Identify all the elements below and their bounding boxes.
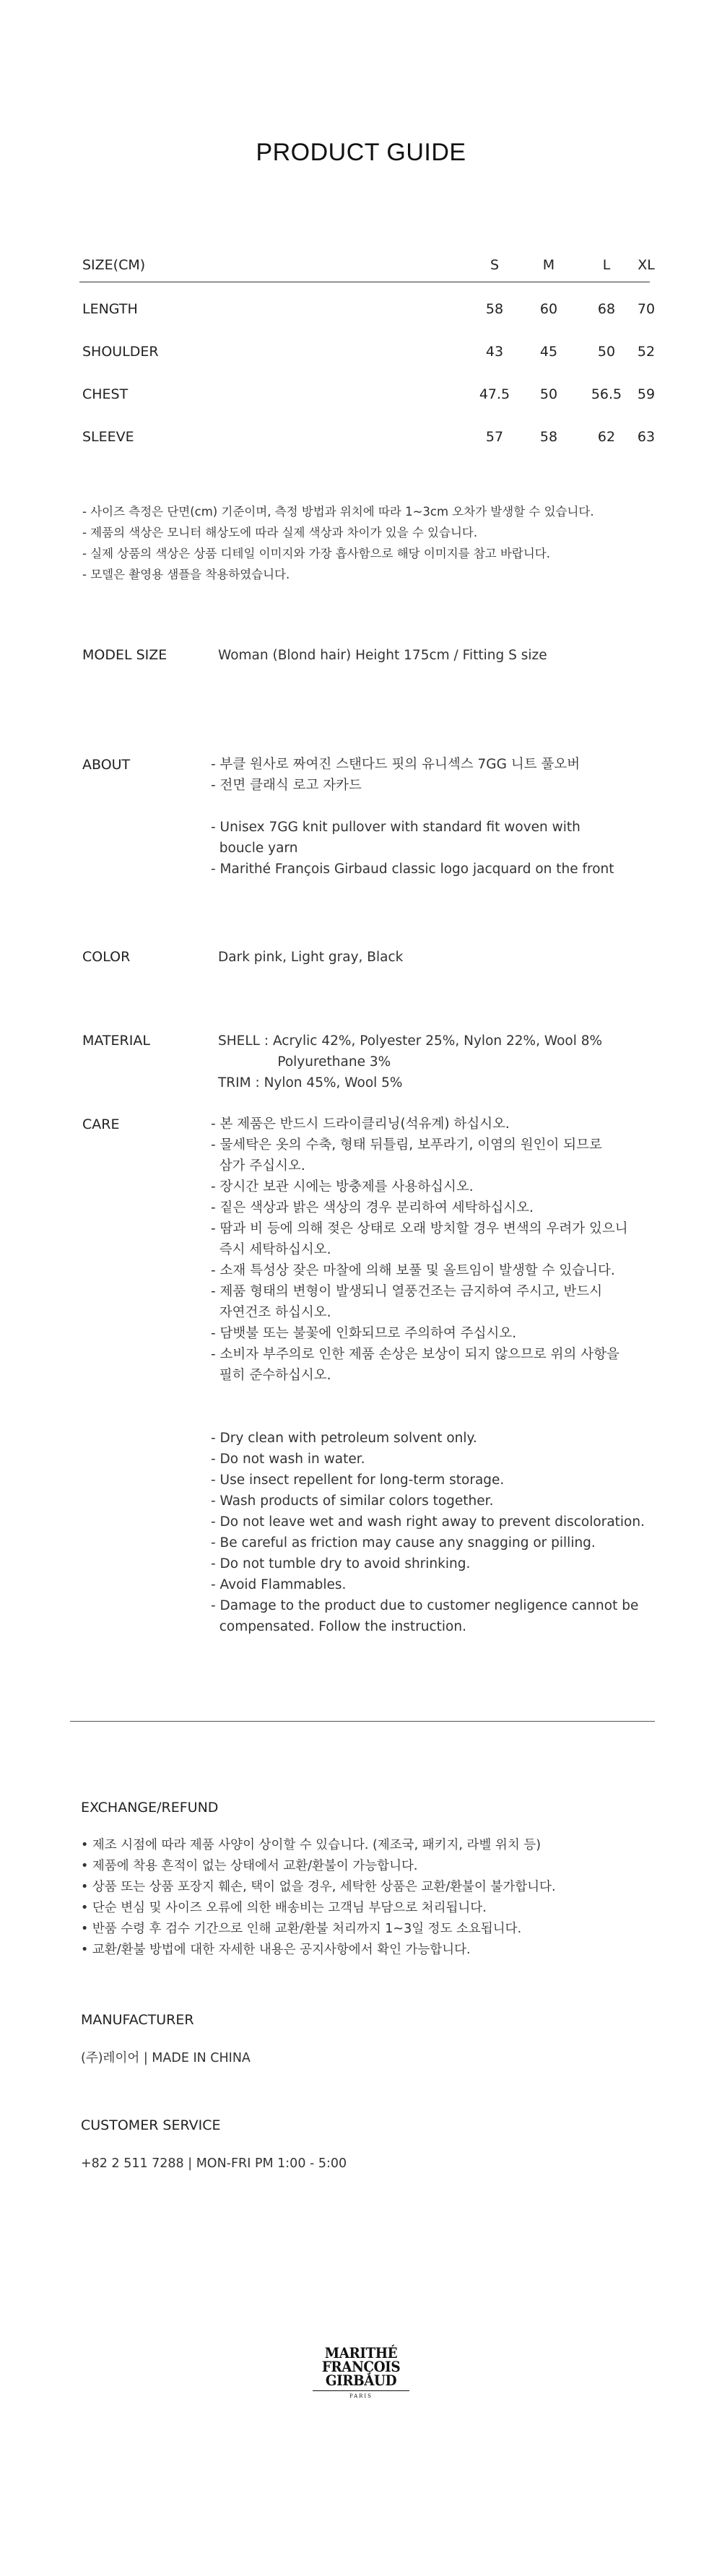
care-line: - 담뱃불 또는 불꽃에 인화되므로 주의하여 주십시오. — [211, 1326, 517, 1341]
cell-xl: 52 — [637, 344, 656, 360]
exchange-text — [81, 1835, 556, 1961]
page-title: PRODUCT GUIDE — [256, 139, 466, 166]
color-label: COLOR — [82, 949, 131, 965]
note-line: - 제품의 색상은 모니터 해상도에 따라 실제 색상과 차이가 있을 수 있습니다. — [82, 526, 478, 539]
care-line: - 땀과 비 등에 의해 젖은 상태로 오래 방치할 경우 변색의 우려가 있으니 — [211, 1221, 628, 1236]
header-l: L — [602, 257, 611, 273]
care-text — [211, 1114, 673, 1637]
cell-l: 62 — [597, 429, 616, 445]
care-label: CARE — [82, 1116, 120, 1132]
exchange-line: • 제품에 착용 흔적이 없는 상태에서 교환/환불이 가능합니다. — [81, 1859, 418, 1873]
care-line: - 짙은 색상과 밝은 색상의 경우 분리하여 세탁하십시오. — [211, 1200, 534, 1215]
cell-s: 58 — [485, 301, 504, 317]
cell-l: 56.5 — [591, 386, 622, 402]
about-line: - 부클 원사로 짜여진 스탠다드 핏의 유니섹스 7GG 니트 풀오버 — [211, 757, 580, 772]
model-size-value: Woman (Blond hair) Height 175cm / Fitting S size — [218, 648, 547, 663]
care-line — [211, 1407, 673, 1428]
care-line: - Damage to the product due to customer negligence cannot be — [211, 1598, 639, 1613]
model-size-label: MODEL SIZE — [82, 647, 168, 663]
about-line: - 전면 클래식 로고 자카드 — [211, 778, 362, 793]
care-line: - 본 제품은 반드시 드라이클리닝(석유계) 하십시오. — [211, 1116, 510, 1132]
cell-m: 50 — [539, 386, 558, 402]
material-line: SHELL : Acrylic 42%, Polyester 25%, Nylon 22%, Wool 8% — [218, 1033, 603, 1049]
care-line: - 소비자 부주의로 인한 제품 손상은 보상이 되지 않으므로 위의 사항을 — [211, 1347, 619, 1362]
section-divider — [70, 1721, 655, 1722]
about-text — [211, 754, 614, 880]
logo-subtitle: PARIS — [349, 2393, 373, 2399]
care-line: - Do not leave wet and wash right away to prevent discoloration. — [211, 1514, 645, 1530]
material-line: Polyurethane 3% — [218, 1054, 391, 1070]
care-line: - Do not wash in water. — [211, 1452, 365, 1467]
cell-l: 68 — [597, 301, 616, 317]
note-line: - 모델은 촬영용 샘플을 착용하였습니다. — [82, 568, 290, 581]
brand-logo — [307, 2346, 415, 2399]
table-row — [79, 325, 656, 368]
about-line: boucle yarn — [211, 841, 298, 856]
logo-rule — [313, 2390, 409, 2391]
cell-xl: 70 — [637, 301, 656, 317]
material-line: TRIM : Nylon 45%, Wool 5% — [218, 1075, 403, 1090]
row-label: SHOULDER — [82, 344, 159, 360]
exchange-line: • 단순 변심 및 사이즈 오류에 의한 배송비는 고객님 부담으로 처리됩니다. — [81, 1901, 487, 1915]
care-line — [211, 1386, 673, 1407]
care-line: - Wash products of similar colors together. — [211, 1493, 494, 1509]
care-line: - Avoid Flammables. — [211, 1577, 347, 1592]
care-line: 필히 준수하십시오. — [211, 1368, 331, 1383]
row-label: SLEEVE — [82, 429, 134, 445]
cell-xl: 63 — [637, 429, 656, 445]
cell-m: 58 — [539, 429, 558, 445]
cell-s: 43 — [485, 344, 504, 360]
size-table — [79, 249, 656, 453]
care-line: - Do not tumble dry to avoid shrinking. — [211, 1556, 471, 1571]
care-line: 즉시 세탁하십시오. — [211, 1242, 331, 1257]
material-label: MATERIAL — [82, 1033, 150, 1049]
color-value: Dark pink, Light gray, Black — [218, 950, 404, 965]
exchange-line: • 제조 시점에 따라 제품 사양이 상이할 수 있습니다. (제조국, 패키지, 라벨 위치 등) — [81, 1838, 542, 1852]
cell-s: 57 — [485, 429, 504, 445]
logo-line: MARITHÉ — [324, 2344, 398, 2362]
header-size-label: SIZE(CM) — [82, 257, 146, 273]
about-label: ABOUT — [82, 757, 131, 773]
cell-l: 50 — [597, 344, 616, 360]
size-notes — [82, 501, 594, 585]
care-line: - 제품 형태의 변형이 발생되니 열풍건조는 금지하여 주시고, 반드시 — [211, 1284, 603, 1299]
cell-m: 45 — [539, 344, 558, 360]
about-line: - Marithé François Girbaud classic logo jacquard on the front — [211, 862, 614, 877]
about-line: - Unisex 7GG knit pullover with standard fit woven with — [211, 820, 580, 835]
care-line: - 소재 특성상 잦은 마찰에 의해 보풀 및 올트임이 발생할 수 있습니다. — [211, 1263, 615, 1278]
care-line: - Use insect repellent for long-term storage. — [211, 1473, 505, 1488]
note-line: - 사이즈 측정은 단면(cm) 기준이며, 측정 방법과 위치에 따라 1~3cm 오차가 발생할 수 있습니다. — [82, 505, 594, 519]
care-line: 삼가 주십시오. — [211, 1158, 305, 1174]
header-xl: XL — [638, 257, 655, 273]
table-row — [79, 368, 656, 410]
care-line: - 장시간 보관 시에는 방충제를 사용하십시오. — [211, 1179, 474, 1194]
cell-m: 60 — [539, 301, 558, 317]
row-label: CHEST — [82, 386, 129, 402]
care-line: - Be careful as friction may cause any snagging or pilling. — [211, 1535, 596, 1551]
exchange-line: • 교환/환불 방법에 대한 자세한 내용은 공지사항에서 확인 가능합니다. — [81, 1943, 471, 1957]
customer-service-label: CUSTOMER SERVICE — [81, 2117, 221, 2133]
logo-line: FRANÇOIS — [321, 2358, 401, 2375]
care-line: compensated. Follow the instruction. — [211, 1619, 466, 1634]
cell-xl: 59 — [637, 386, 656, 402]
size-table-header — [79, 249, 655, 282]
header-s: S — [490, 257, 500, 273]
exchange-label: EXCHANGE/REFUND — [81, 1800, 219, 1816]
note-line: - 실제 상품의 색상은 상품 디테일 이미지와 가장 흡사함으로 해당 이미지를 참고 바랍니다. — [82, 547, 550, 560]
table-row — [79, 410, 656, 453]
row-label: LENGTH — [82, 301, 138, 317]
material-text — [218, 1031, 602, 1093]
about-line — [211, 796, 614, 817]
table-row — [79, 282, 656, 325]
manufacturer-value: (주)레이어 | MADE IN CHINA — [81, 2051, 251, 2065]
care-line: - Dry clean with petroleum solvent only. — [211, 1431, 477, 1446]
cell-s: 47.5 — [479, 386, 510, 402]
exchange-line: • 상품 또는 상품 포장지 훼손, 택이 없을 경우, 세탁한 상품은 교환/환불이 불가합니다. — [81, 1880, 556, 1894]
exchange-line: • 반품 수령 후 검수 기간으로 인해 교환/환불 처리까지 1~3일 정도 소요됩니다. — [81, 1922, 522, 1936]
logo-line: GIRBAUD — [325, 2372, 397, 2389]
header-m: M — [542, 257, 555, 273]
care-line: 자연건조 하십시오. — [211, 1305, 331, 1320]
customer-service-value: +82 2 511 7288 | MON-FRI PM 1:00 - 5:00 — [81, 2156, 347, 2171]
manufacturer-label: MANUFACTURER — [81, 2012, 194, 2028]
care-line: - 물세탁은 옷의 수축, 형태 뒤틀림, 보푸라기, 이염의 원인이 되므로 — [211, 1137, 602, 1153]
